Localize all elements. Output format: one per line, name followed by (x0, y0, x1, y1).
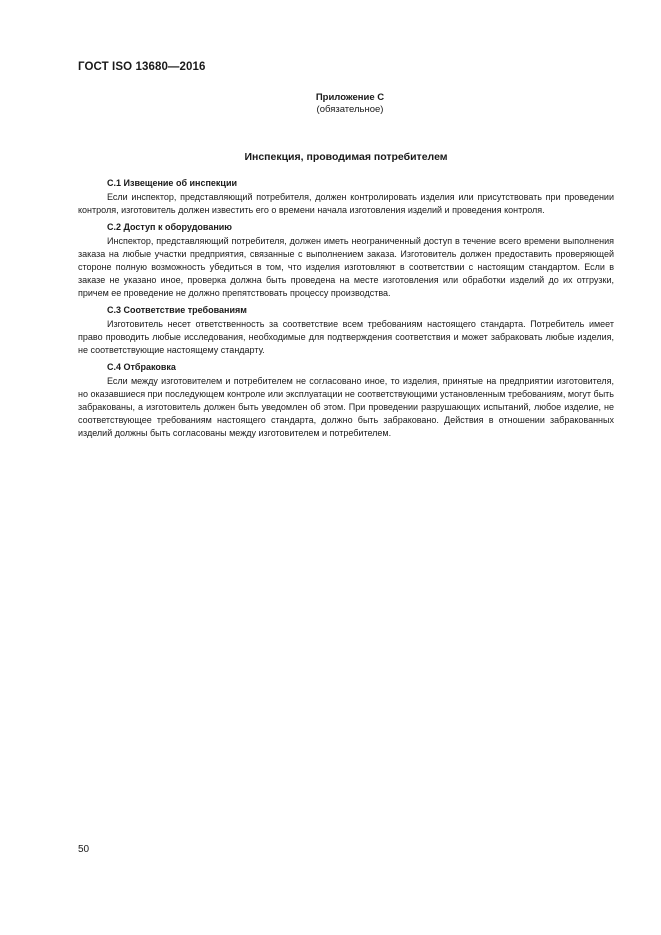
section-c4 (78, 361, 614, 440)
section-heading: С.1 Извещение об инспекции (107, 178, 238, 188)
section-c3 (78, 304, 614, 357)
annex-status: (обязательное) (316, 104, 384, 115)
section-paragraph: Инспектор, представляющий потребителя, должен иметь неограниченный доступ в течение всего времени выполнения заказа на любые участки предприятия, связанные с выполнением заказа. Изготовитель должен предоставить проверяющей стороне полную возможность убедиться в том, что изделия изготовляют в соответствии с настоящим стандартом. Если в заказе не указано иное, проверка должна быть проведена на месте изготовления или обработки изделий до их отгрузки, причем ее проведение не должно препятствовать процессу производства. (78, 236, 614, 298)
annex-label: Приложение С (315, 92, 385, 103)
section-heading: С.3 Соответствие требованиям (107, 305, 247, 315)
annex-label-block (200, 92, 500, 116)
page-number: 50 (78, 844, 90, 855)
standard-header: ГОСТ ISO 13680—2016 (78, 61, 206, 73)
section-paragraph: Если инспектор, представляющий потребителя, должен контролировать изделия или присутствовать при проведении контроля, изготовитель должен известить его о времени начала изготовления изделий и проведения контроля. (78, 192, 614, 215)
annex-title: Инспекция, проводимая потребителем (244, 151, 448, 163)
section-heading: С.4 Отбраковка (107, 362, 176, 372)
document-body (78, 177, 614, 444)
section-paragraph: Если между изготовителем и потребителем не согласовано иное, то изделия, принятые на предприятии изготовителя, но оказавшиеся при последующем контроле или эксплуатации не соответствующими установленным требованиям, могут быть забракованы, а изготовитель должен быть уведомлен об этом. При проведении разрушающих испытаний, любое изделие, не соответствующее требованиям настоящего стандарта, должно быть забраковано. Действия в отношении забракованных изделий должны быть согласованы между изготовителем и потребителем. (78, 376, 614, 438)
section-heading: С.2 Доступ к оборудованию (107, 222, 232, 232)
section-c1 (78, 177, 614, 217)
section-c2 (78, 221, 614, 300)
section-paragraph: Изготовитель несет ответственность за соответствие всем требованиям настоящего стандарта. Потребитель имеет право проводить любые исследования, необходимые для подтверждения соответствия и может забраковать любые изделия, не соответствующие настоящему стандарту. (78, 319, 614, 355)
